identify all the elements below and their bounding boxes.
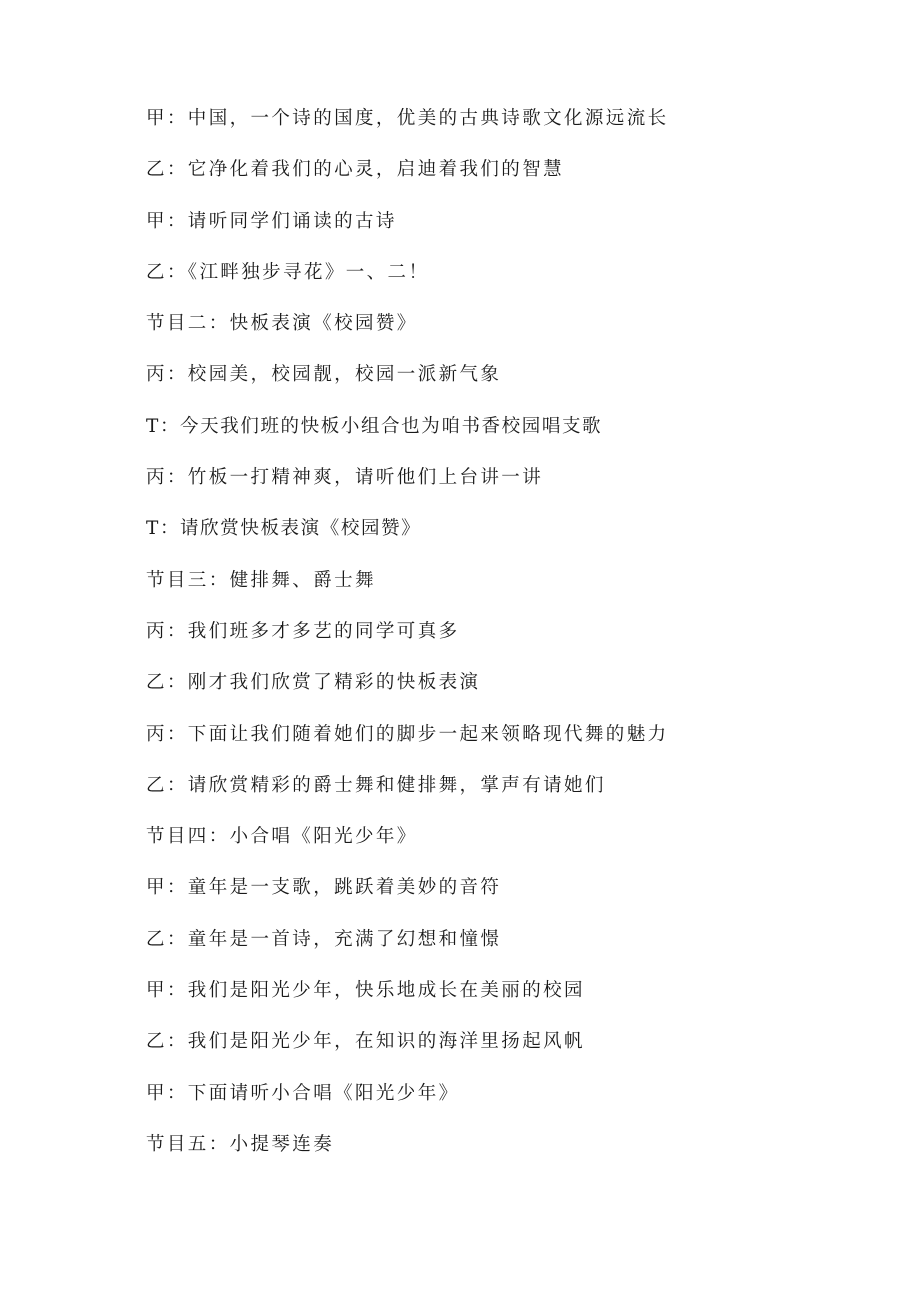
program-heading: 节目二：快板表演《校园赞》 xyxy=(146,313,418,335)
program-heading: 节目三：健排舞、爵士舞 xyxy=(146,569,376,591)
script-line: 丙：校园美，校园靓，校园一派新气象 xyxy=(146,364,502,386)
script-line: 甲：下面请听小合唱《阳光少年》 xyxy=(146,1082,460,1104)
program-heading: 节目五：小提琴连奏 xyxy=(146,1133,335,1155)
script-line: 丙：下面让我们随着她们的脚步一起来领略现代舞的魅力 xyxy=(146,723,669,745)
script-line: 乙：《江畔独步寻花》一、二！ xyxy=(146,261,430,283)
script-line: T：今天我们班的快板小组合也为咱书香校园唱支歌 xyxy=(146,415,603,437)
script-lines xyxy=(146,102,846,1179)
script-line: 甲：中国，一个诗的国度，优美的古典诗歌文化源远流长 xyxy=(146,108,669,129)
script-line: 乙：请欣赏精彩的爵士舞和健排舞，掌声有请她们 xyxy=(146,774,606,796)
script-line: T：请欣赏快板表演《校园赞》 xyxy=(146,518,422,540)
script-line: 乙：它净化着我们的心灵，启迪着我们的智慧 xyxy=(146,159,565,181)
script-line: 乙：我们是阳光少年，在知识的海洋里扬起风帆 xyxy=(146,1031,585,1053)
script-line: 丙：竹板一打精神爽，请听他们上台讲一讲 xyxy=(146,467,544,489)
script-line: 甲：我们是阳光少年，快乐地成长在美丽的校园 xyxy=(146,980,585,1002)
script-line: 乙：童年是一首诗，充满了幻想和憧憬 xyxy=(146,928,502,950)
script-line: 甲：童年是一支歌，跳跃着美妙的音符 xyxy=(146,877,502,899)
script-line: 甲：请听同学们诵读的古诗 xyxy=(146,210,397,232)
script-line: 乙：刚才我们欣赏了精彩的快板表演 xyxy=(146,672,481,694)
script-line: 丙：我们班多才多艺的同学可真多 xyxy=(146,620,460,642)
program-heading: 节目四：小合唱《阳光少年》 xyxy=(146,826,418,848)
